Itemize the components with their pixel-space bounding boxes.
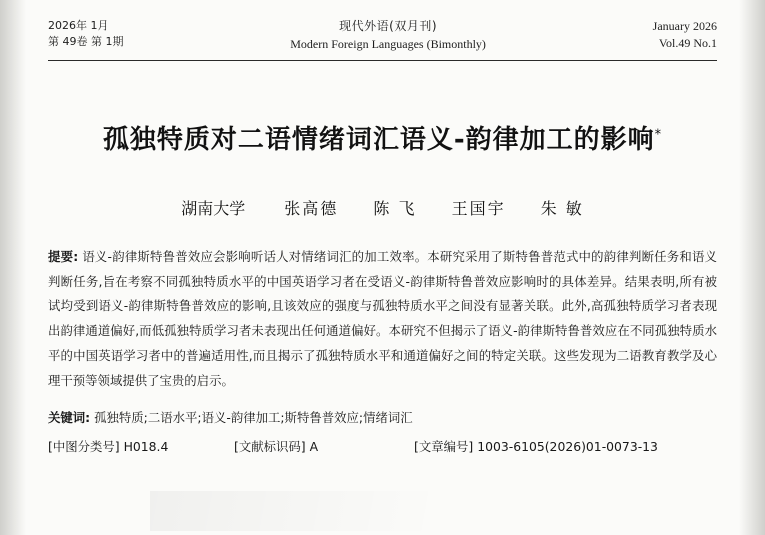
journal-title-cn: 现代外语(双月刊) [339, 19, 438, 33]
title-footnote-marker: * [654, 127, 663, 143]
article-number [414, 437, 658, 455]
author-1: 张高德 [284, 198, 339, 218]
clc-value: H018.4 [123, 439, 169, 455]
running-head [48, 0, 717, 54]
keywords [48, 406, 717, 430]
running-head-right [653, 18, 717, 53]
issue-date: 2026年 1月 [48, 19, 109, 32]
document-code-value: A [309, 439, 319, 455]
clc-code [48, 437, 234, 455]
header-rule [48, 60, 717, 61]
volume-issue-cn: 第 49卷 第 1期 [48, 34, 124, 48]
page-title [48, 119, 717, 156]
volume-issue-en: Vol.49 No.1 [658, 36, 717, 51]
clc-label: [中图分类号] [48, 439, 120, 455]
running-head-left [48, 18, 124, 50]
abstract-label: 提要: [48, 248, 79, 264]
keywords-label: 关键词: [48, 409, 91, 425]
author-4: 朱 敏 [540, 198, 584, 218]
running-head-center [124, 18, 653, 54]
article-number-value: 1003-6105(2026)01-0073-13 [477, 439, 658, 455]
issue-date-en: January 2026 [652, 19, 717, 33]
abstract [48, 245, 717, 394]
journal-title-en: Modern Foreign Languages (Bimonthly) [290, 37, 486, 52]
keywords-text: 孤独特质;二语水平;语义-韵律加工;斯特鲁普效应;情绪词汇 [94, 409, 413, 425]
affiliation: 湖南大学 [181, 198, 246, 218]
author-2: 陈 飞 [373, 198, 417, 218]
abstract-text: 语义-韵律斯特鲁普效应会影响听话人对情绪词汇的加工效率。本研究采用了斯特鲁普范式中的韵律判断任务和语义判断任务,旨在考察不同孤独特质水平的中国英语学习者在受语义-韵律斯特鲁普效应影响时的具体差异。结果表明,所有被试均受到语义-韵律斯特鲁普效应的影响,且该效应的强度与孤独特质水平之间没有显著关联。此外,高孤独特质学习者表现出韵律通道偏好,而低孤独特质学习者未表现出任何通道偏好。本研究不但揭示了语义-韵律斯特鲁普效应在不同孤独特质水平的中国英语学习者中的普遍适用性,而且揭示了孤独特质水平和通道偏好之间的特定关联。这些发现为二语教育教学及心理干预等领域提供了宝贵的启示。 [48, 248, 717, 388]
article-number-label: [文章编号] [414, 439, 474, 455]
article-title: 孤独特质对二语情绪词汇语义-韵律加工的影响 [102, 124, 655, 155]
author-line [48, 196, 717, 219]
scan-smudge [150, 491, 630, 531]
document-code [234, 437, 414, 455]
author-3: 王国宇 [451, 198, 506, 218]
classification-codes [48, 437, 717, 455]
document-code-label: [文献标识码] [234, 439, 306, 455]
